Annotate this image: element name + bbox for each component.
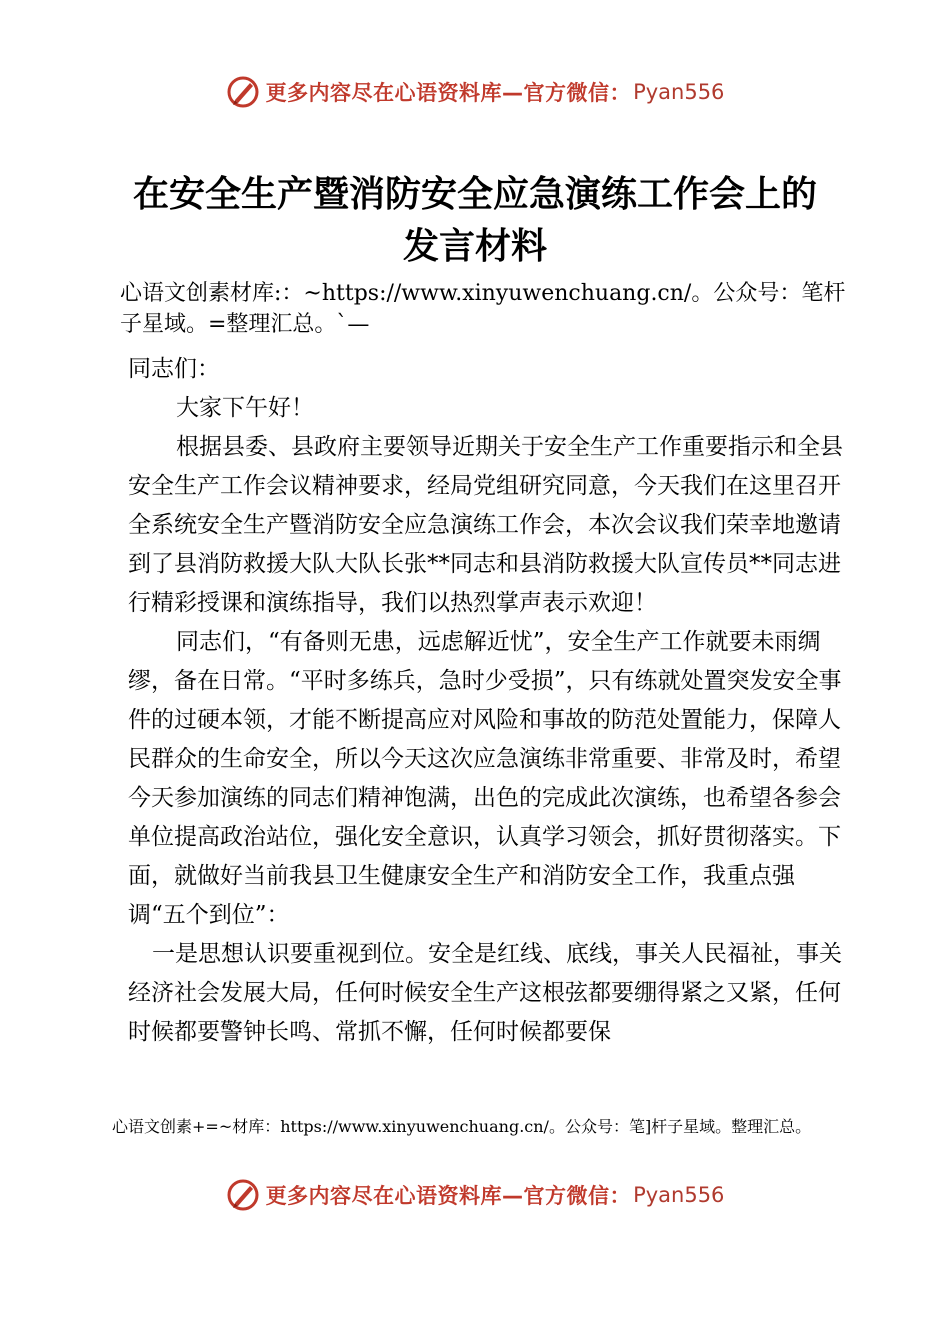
title-line-1: 在安全生产暨消防安全应急演练工作会上的 [132,173,817,215]
pen-logo-icon [226,75,260,109]
title-line-2: 发言材料 [402,225,547,267]
banner-wechat-id: Pyan556 [633,1183,725,1207]
document-body [128,350,848,1052]
source-line: 心语文创素材库:：~https://www.xinyuwenchuang.cn/。公众号：笔杆子星域。=整理汇总。`— [120,281,846,337]
paragraph: 根据县委、县政府主要领导近期关于安全生产工作重要指示和全县安全生产工作会议精神要求，经局党组研究同意，今天我们在这里召开全系统安全生产暨消防安全应急演练工作会，本次会议我们荣幸地邀请到了县消防救援大队大队长张**同志和县消防救援大队宣传员**同志进行精彩授课和演练指导，我们以热烈掌声表示欢迎！ [128,434,843,616]
paragraph: 同志们，“有备则无患，远虑解近忧”，安全生产工作就要未雨绸缪，备在日常。“平时多练兵，急时少受损”，只有练就处置突发安全事件的过硬本领，才能不断提高应对风险和事故的防范处置能力，保障人民群众的生命安全，所以今天这次应急演练非常重要、非常及时，希望今天参加演练的同志们精神饱满，出色的完成此次演练，也希望各参会单位提高政治站位，强化安全意识，认真学习领会，抓好贯彻落实。下面，就做好当前我县卫生健康安全生产和消防安全工作，我重点强调“五个到位”： [128,629,842,928]
greeting: 同志们： [128,356,220,382]
paragraph: 一是思想认识要重视到位。安全是红线、底线，事关人民福祉，事关经济社会发展大局，任何时候安全生产这根弦都要绷得紧之又紧，任何时候都要警钟长鸣、常抓不懈，任何时候都要保 [128,941,842,1045]
header-banner [0,72,950,112]
banner-wechat-id: Pyan556 [633,80,725,104]
footer-banner [0,1175,950,1215]
footer-source-line: 心语文创素+=~材库：https://www.xinyuwenchuang.cn/。公众号：笔]杆子星域。整理汇总。 [112,1117,812,1136]
banner-text: 更多内容尽在心语资料库—官方微信： [265,1184,632,1208]
banner-text: 更多内容尽在心语资料库—官方微信： [265,81,632,105]
pen-logo-icon [226,1178,260,1212]
paragraph: 大家下午好！ [176,395,314,421]
document-title [60,168,890,272]
